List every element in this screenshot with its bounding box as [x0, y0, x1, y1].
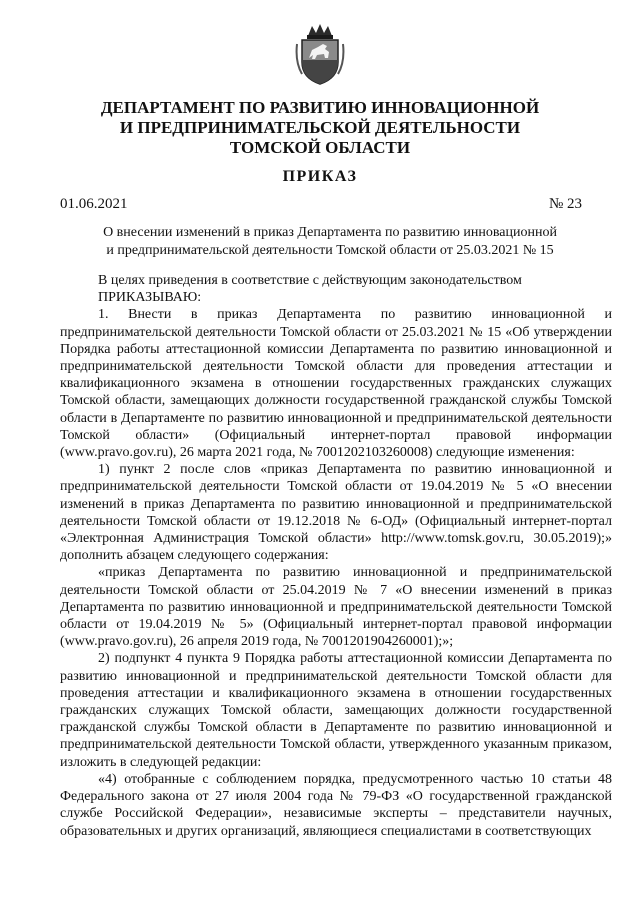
order-subject	[100, 224, 560, 260]
paragraph-2: 1) пункт 2 после слов «приказ Департамента по развитию инновационной и предпринимательской деятельности Томской области от 19.04.2019 № 5 «О внесении изменений в приказ Департамента по развитию инновационной и предпринимательской деятельности Томской области от 19.12.2018 № 6-ОД» (Официальный интернет-портал «Электронная Администрация Томской области» http://www.tomsk.gov.ru, 30.05.2019);» дополнить абзацем следующего содержания:	[60, 462, 612, 564]
order-number: № 23	[548, 196, 582, 212]
paragraph-3: «приказ Департамента по развитию инновационной и предпринимательской деятельности Томской области от 25.04.2019 № 7 «О внесении изменений в приказ Департамента по развитию инновационной и предпринимательской деятельности Томской области от 19.04.2019 № 5» (Официальный интернет-портал правовой информации (www.pravo.gov.ru), 26 апреля 2019 года, № 7001201904260001);»;	[60, 565, 612, 650]
subject-line-1: О внесении изменений в приказ Департамента по развитию инновационной	[103, 225, 557, 240]
department-name-line-2: И ПРЕДПРИНИМАТЕЛЬСКОЙ ДЕЯТЕЛЬНОСТИ	[119, 118, 521, 137]
order-date: 01.06.2021	[60, 196, 128, 212]
coat-of-arms-icon	[294, 22, 346, 86]
document-type: ПРИКАЗ	[282, 168, 358, 185]
department-name	[60, 98, 580, 158]
department-name-line-3: ТОМСКОЙ ОБЛАСТИ	[229, 138, 411, 157]
subject-line-2: и предпринимательской деятельности Томской области от 25.03.2021 № 15	[106, 243, 554, 258]
paragraph-4: 2) подпункт 4 пункта 9 Порядка работы аттестационной комиссии Департамента по развитию инновационной и предпринимательской деятельности Томской области для проведения аттестации и квалификационного экзамена в отношении государственных гражданских служащих Томской области, замещающих должности государственной гражданской службы Томской области в Департаменте по развитию инновационной и предпринимательской деятельности Томской области, утвержденного указанным приказом, изложить в следующей редакции:	[60, 651, 612, 770]
preamble: В целях приведения в соответствие с действующим законодательством	[98, 273, 522, 288]
paragraph-1: 1. Внести в приказ Департамента по развитию инновационной и предпринимательской деятельности Томской области от 25.03.2021 № 15 «Об утверждении Порядка работы аттестационной комиссии Департамента по развитию инновационной и предпринимательской деятельности Томской области для проведения аттестации и квалификационного экзамена в отношении государственных гражданских служащих Томской области, замещающих должности государственной гражданской службы Томской области в Департаменте по развитию инновационной и предпринимательской деятельности Томской области» (Официальный интернет-портал правовой информации (www.pravo.gov.ru), 26 марта 2021 года, № 7001202103260008) следующие изменения:	[60, 307, 612, 461]
order-word: ПРИКАЗЫВАЮ:	[98, 290, 202, 306]
department-name-line-1: ДЕПАРТАМЕНТ ПО РАЗВИТИЮ ИННОВАЦИОННОЙ	[100, 98, 540, 117]
paragraph-5: «4) отобранные с соблюдением порядка, предусмотренного частью 10 статьи 48 Федерального закона от 27 июля 2004 года № 79-ФЗ «О государственной гражданской службе Российской Федерации», независимые эксперты – представители научных, образовательных и других организаций, являющиеся специалистами в соответствующих	[60, 771, 612, 839]
order-body	[60, 272, 612, 840]
